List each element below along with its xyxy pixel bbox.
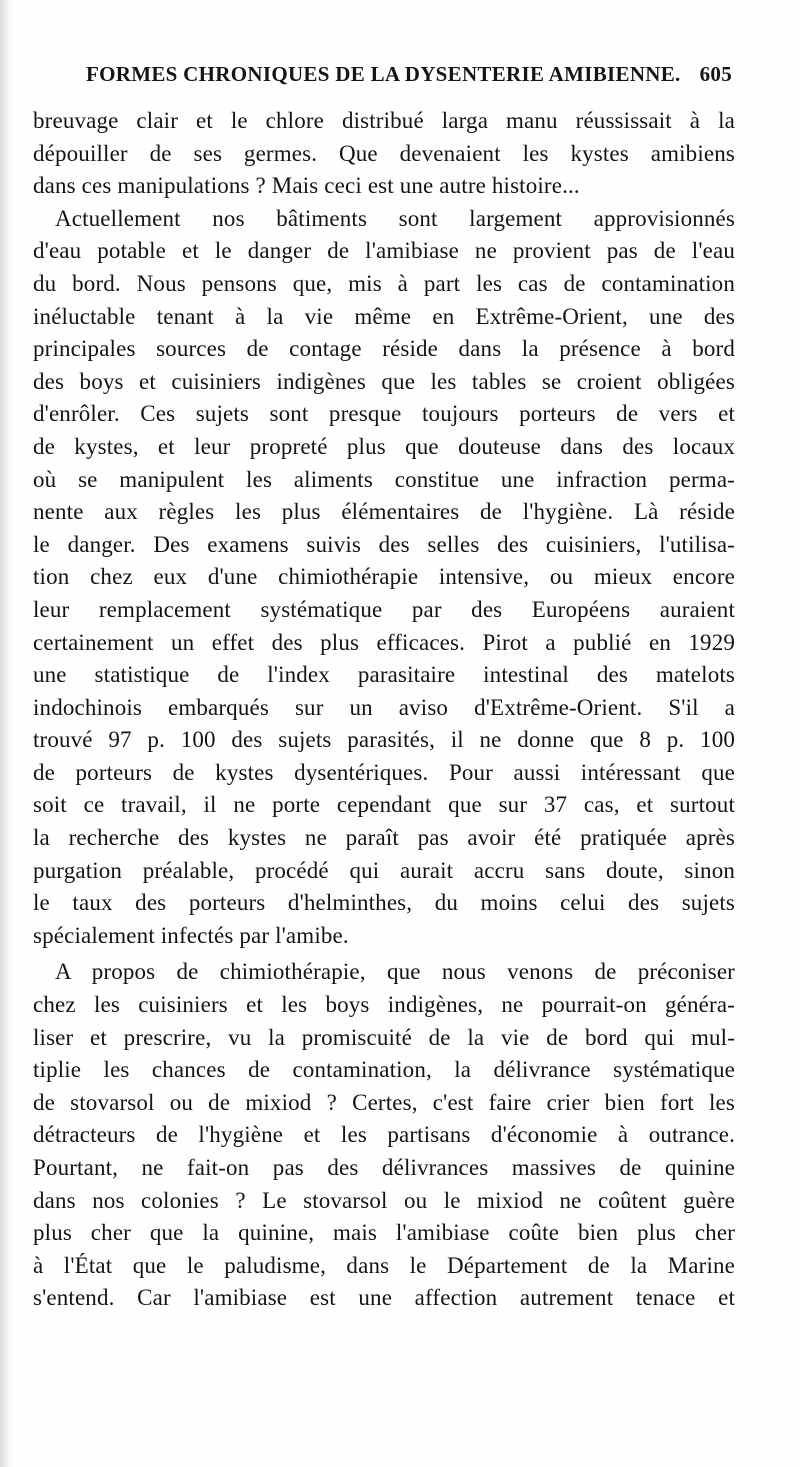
text-line: breuvage clair et le chlore distribué larga manu réussissait à la bbox=[33, 108, 735, 133]
text-line: détracteurs de l'hygiène et les partisans d'économie à outrance. bbox=[33, 1122, 735, 1148]
page-header bbox=[86, 62, 732, 92]
text-line: indochinois embarqués sur un aviso d'Extrême-Orient. S'il a bbox=[33, 694, 735, 720]
page-edge-shadow bbox=[0, 0, 14, 1467]
text-line: A propos de chimiothérapie, que nous venons de préconiser bbox=[55, 959, 735, 985]
text-line: Pourtant, ne fait-on pas des délivrances massives de quinine bbox=[33, 1155, 735, 1180]
text-line: à l'État que le paludisme, dans le Département de la Marine bbox=[33, 1252, 735, 1278]
text-line: des boys et cuisiniers indigènes que les tables se croient obligées bbox=[33, 368, 735, 394]
body-text bbox=[33, 105, 735, 1315]
text-line: de kystes, et leur propreté plus que douteuse dans des locaux bbox=[33, 433, 735, 459]
text-line: une statistique de l'index parasitaire intestinal des matelots bbox=[33, 662, 735, 688]
text-line: dans ces manipulations ? Mais ceci est une autre histoire... bbox=[33, 173, 580, 199]
text-line: nente aux règles les plus élémentaires de l'hygiène. Là réside bbox=[33, 499, 735, 525]
text-line: soit ce travail, il ne porte cependant que sur 37 cas, et surtout bbox=[33, 792, 735, 818]
text-line: d'enrôler. Ces sujets sont presque toujours porteurs de vers et bbox=[33, 401, 735, 427]
text-line: dépouiller de ses germes. Que devenaient les kystes amibiens bbox=[33, 140, 735, 166]
text-line: inéluctable tenant à la vie même en Extrême-Orient, une des bbox=[33, 303, 735, 329]
page-number: 605 bbox=[699, 62, 732, 86]
running-title: FORMES CHRONIQUES DE LA DYSENTERIE AMIBIENNE. bbox=[86, 62, 681, 86]
text-line: où se manipulent les aliments constitue une infraction perma- bbox=[33, 466, 735, 492]
text-line: le danger. Des examens suivis des selles des cuisiniers, l'utilisa- bbox=[33, 531, 735, 557]
text-line: trouvé 97 p. 100 des sujets parasités, il ne donne que 8 p. 100 bbox=[33, 727, 735, 753]
text-line: liser et prescrire, vu la promiscuité de la vie de bord qui mul- bbox=[33, 1024, 735, 1050]
text-line: leur remplacement systématique par des Européens auraient bbox=[33, 596, 735, 622]
text-line: le taux des porteurs d'helminthes, du moins celui des sujets bbox=[33, 890, 735, 916]
text-line: la recherche des kystes ne paraît pas avoir été pratiquée après bbox=[33, 825, 735, 851]
text-line: du bord. Nous pensons que, mis à part les cas de contamination bbox=[33, 270, 735, 296]
text-line: chez les cuisiniers et les boys indigènes, ne pourrait-on généra- bbox=[33, 992, 735, 1018]
text-line: dans nos colonies ? Le stovarsol ou le mixiod ne coûtent guère bbox=[33, 1187, 735, 1213]
text-line: purgation préalable, procédé qui aurait accru sans doute, sinon bbox=[33, 857, 735, 883]
text-line: tiplie les chances de contamination, la délivrance systématique bbox=[33, 1057, 735, 1083]
text-line: spécialement infectés par l'amibe. bbox=[33, 922, 349, 948]
text-line: tion chez eux d'une chimiothérapie intensive, ou mieux encore bbox=[33, 564, 735, 590]
text-line: Actuellement nos bâtiments sont largement approvisionnés bbox=[55, 205, 735, 231]
text-line: d'eau potable et le danger de l'amibiase ne provient pas de l'eau bbox=[33, 238, 735, 264]
text-line: s'entend. Car l'amibiase est une affection autrement tenace et bbox=[33, 1285, 735, 1311]
text-line: plus cher que la quinine, mais l'amibiase coûte bien plus cher bbox=[33, 1220, 735, 1246]
text-line: principales sources de contage réside dans la présence à bord bbox=[33, 336, 735, 362]
text-line: certainement un effet des plus efficaces. Pirot a publié en 1929 bbox=[33, 629, 735, 655]
text-line: de porteurs de kystes dysentériques. Pour aussi intéressant que bbox=[33, 759, 735, 785]
text-line: de stovarsol ou de mixiod ? Certes, c'est faire crier bien fort les bbox=[33, 1089, 735, 1115]
